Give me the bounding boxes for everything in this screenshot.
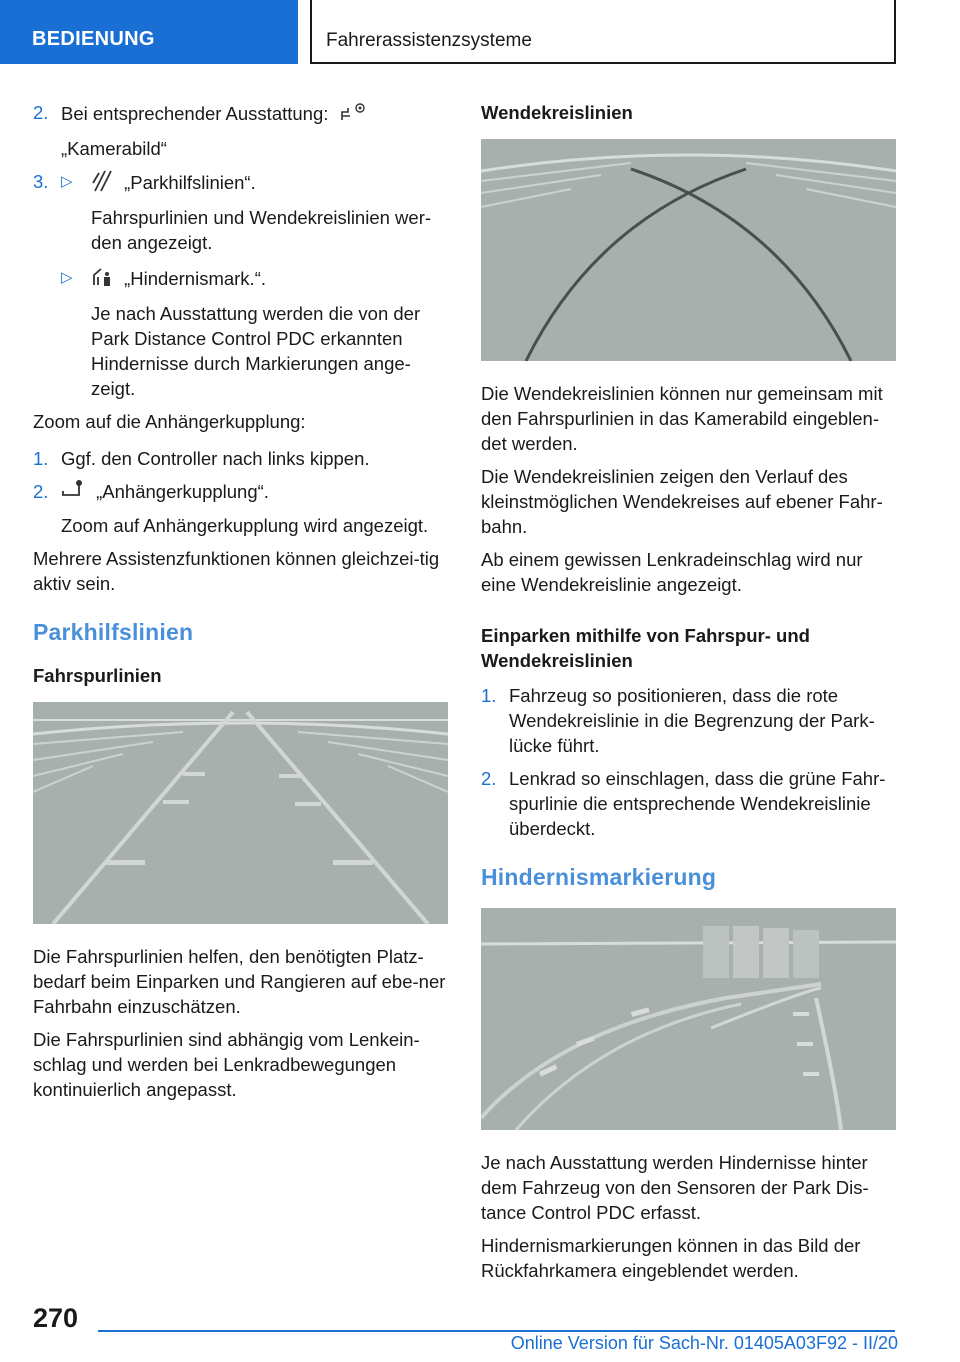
obstacle-marking-figure — [481, 908, 896, 1130]
step-number: 1. — [481, 685, 497, 706]
step-text: Fahrzeug so positionieren, dass die rote Wendekreislinie in die Begrenzung der Park-lücke führt. — [509, 685, 875, 756]
lane-lines-figure — [33, 702, 448, 924]
sub-item-text: Je nach Ausstattung werden die von der Park Distance Control PDC erkannten Hindernisse durch Markierungen ange-zeigt. — [91, 303, 421, 399]
paragraph: Je nach Ausstattung werden Hindernisse hinter dem Fahrzeug von den Sensoren der Park Dis-tance Control PDC erfasst. — [481, 1152, 869, 1223]
paragraph: Zoom auf die Anhängerkupplung: — [33, 411, 306, 432]
subsection-heading: Wendekreislinien — [481, 102, 633, 123]
step-number: 2. — [33, 102, 49, 123]
sub-item — [61, 169, 453, 255]
paragraph: Ab einem gewissen Lenkradeinschlag wird nur eine Wendekreislinie angezeigt. — [481, 549, 863, 595]
sub-item-text: Fahrspurlinien und Wendekreislinien wer-den angezeigt. — [91, 207, 432, 253]
paragraph: Mehrere Assistenzfunktionen können gleichzei-tig aktiv sein. — [33, 548, 440, 595]
step-text: Zoom auf Anhängerkupplung wird angezeigt. — [61, 515, 429, 537]
triangle-bullet-icon: ▷ — [61, 269, 73, 286]
list-item — [33, 169, 453, 401]
step-text: Bei entsprechender Ausstattung: — [61, 102, 329, 124]
section-heading: Parkhilfslinien — [33, 619, 194, 646]
list-item — [481, 766, 899, 841]
footer-online-version: Online Version für Sach-Nr. 01405A03F92 - II/20 — [510, 1333, 898, 1353]
header-chapter-tab — [310, 0, 896, 64]
page-number: 270 — [33, 1303, 79, 1333]
subsection-heading: Einparken mithilfe von Fahrspur- und Wendekreislinien — [481, 625, 810, 671]
sub-item-label: „Hindernismark.“. — [124, 267, 266, 289]
paragraph: Die Fahrspurlinien sind abhängig vom Lenkein-schlag und werden bei Lenkradbewegungen kontinuierlich angepasst. — [33, 1029, 420, 1101]
obstacle-marking-icon — [91, 265, 113, 295]
step-label: „Kamerabild“ — [61, 138, 167, 159]
step-number: 2. — [33, 481, 49, 502]
step-number: 3. — [33, 171, 49, 192]
paragraph: Die Fahrspurlinien helfen, den benötigten Platz-bedarf beim Einparken und Rangieren auf ebe-ner Fahrbahn einzuschätzen. — [33, 946, 446, 1018]
header-chapter: Fahrerassistenzsysteme — [326, 30, 532, 51]
camera-settings-icon — [340, 100, 368, 130]
step-number: 2. — [481, 768, 497, 789]
turning-circle-figure — [481, 139, 896, 361]
paragraph: Die Wendekreislinien können nur gemeinsam mit den Fahrspurlinien in das Kamerabild eingeblen-det werden. — [481, 383, 883, 454]
step-text: Ggf. den Controller nach links kippen. — [61, 448, 370, 469]
step-number: 1. — [33, 448, 49, 469]
list-item — [481, 683, 899, 758]
sub-item-label: „Parkhilfslinien“. — [124, 171, 256, 193]
footer-divider — [98, 1330, 895, 1332]
list-item — [33, 479, 453, 538]
parking-lines-icon — [91, 169, 113, 199]
list-item — [33, 446, 453, 471]
paragraph: Die Wendekreislinien zeigen den Verlauf des kleinstmöglichen Wendekreises auf ebener Fahr-bahn. — [481, 466, 883, 537]
sub-item — [61, 265, 453, 401]
list-item — [33, 100, 453, 161]
header-section-tab — [0, 0, 298, 64]
left-column — [33, 100, 453, 1110]
step-label: „Anhängerkupplung“. — [96, 481, 269, 502]
right-column — [481, 100, 899, 1291]
trailer-hitch-icon — [61, 479, 85, 507]
step-text: Lenkrad so einschlagen, dass die grüne Fahr-spurlinie die entsprechende Wendekreislinie überdeckt. — [509, 768, 886, 839]
subsection-heading: Fahrspurlinien — [33, 665, 162, 687]
triangle-bullet-icon: ▷ — [61, 173, 73, 190]
paragraph: Hindernismarkierungen können in das Bild der Rückfahrkamera eingeblendet werden. — [481, 1235, 861, 1281]
section-heading: Hindernismarkierung — [481, 864, 717, 890]
header-section: BEDIENUNG — [32, 28, 155, 50]
